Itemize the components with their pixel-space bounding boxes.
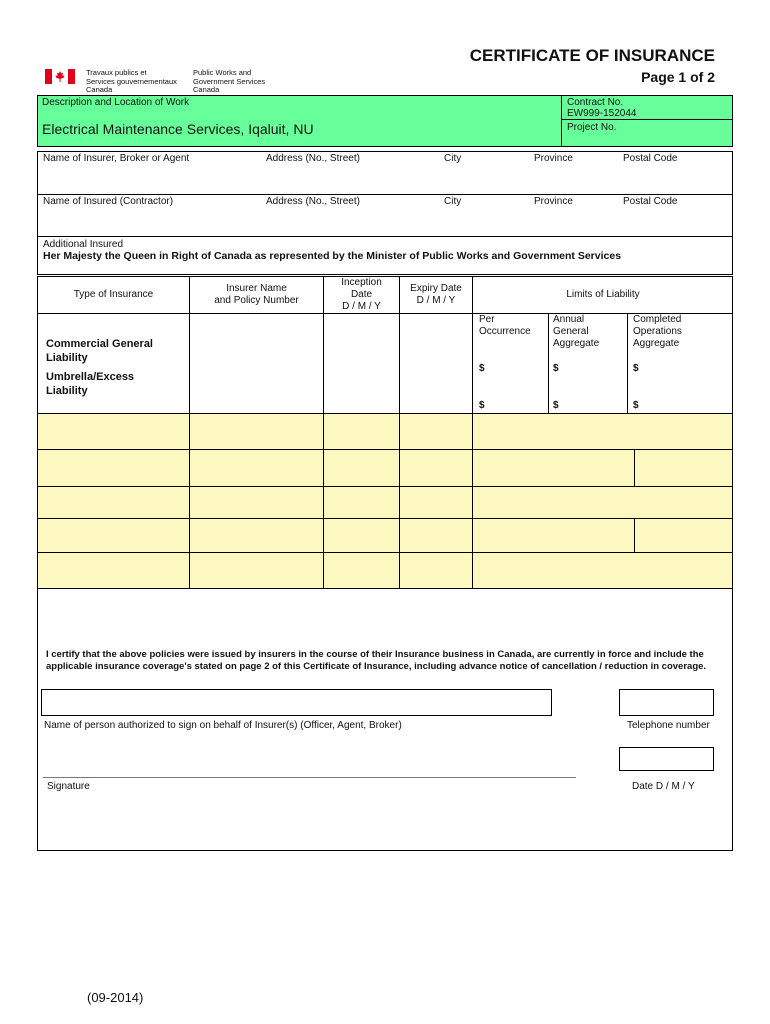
umbrella-liability-label: Umbrella/Excess Liability (46, 371, 135, 397)
additional-insured-value: Her Majesty the Queen in Right of Canada as represented by the Minister of Public Works and Government Services (43, 250, 622, 262)
umbrella-completed-currency: $ (633, 400, 639, 411)
type-of-insurance-header: Type of Insurance (73, 289, 154, 300)
insured-address-label: Address (No., Street) (266, 196, 360, 207)
telephone-input[interactable] (619, 689, 714, 716)
cgl-completed-currency: $ (633, 363, 639, 374)
completed-operations-header: Completed Operations Aggregate (633, 314, 682, 349)
insurer-address-label: Address (No., Street) (266, 153, 360, 164)
per-occurrence-header: Per Occurrence (479, 314, 531, 337)
insurer-postal-label: Postal Code (623, 153, 678, 164)
insurer-policy-header: Insurer Name and Policy Number (214, 283, 299, 306)
insured-name-label: Name of Insured (Contractor) (43, 196, 174, 207)
expiry-date-header: Expiry Date D / M / Y (410, 283, 462, 306)
cgl-occurrence-currency: $ (479, 363, 485, 374)
umbrella-aggregate-currency: $ (553, 400, 559, 411)
certification-statement: I certify that the above policies were issued by insurers in the course of their Insurance business in Canada, are currently in force and include the applicable insurance coverage's stated on page 2 of this Certificate of Insurance, including advance notice of cancellation / reduction in coverage. (46, 649, 707, 672)
insurer-city-label: City (444, 153, 462, 164)
page-indicator: Page 1 of 2 (641, 69, 715, 85)
work-description-label: Description and Location of Work (42, 97, 190, 108)
insured-city-label: City (444, 196, 462, 207)
insurer-province-label: Province (534, 153, 573, 164)
insured-province-label: Province (534, 196, 573, 207)
contract-value: EW999-152044 (567, 108, 637, 119)
department-name-fr: Travaux publics et Services gouvernementaux Canada (86, 68, 177, 94)
authorized-name-label: Name of person authorized to sign on behalf of Insurer(s) (Officer, Agent, Broker) (44, 720, 402, 731)
signature-line[interactable] (43, 777, 576, 778)
umbrella-occurrence-currency: $ (479, 400, 485, 411)
insured-postal-label: Postal Code (623, 196, 678, 207)
commercial-general-liability-label: Commercial General Liability (46, 338, 153, 364)
inception-date-header: Inception Date D / M / Y (341, 277, 382, 312)
date-input[interactable] (619, 747, 714, 771)
telephone-label: Telephone number (627, 720, 710, 731)
insurer-name-label: Name of Insurer, Broker or Agent (43, 153, 190, 164)
cgl-aggregate-currency: $ (553, 363, 559, 374)
form-code: (09-2014) (87, 990, 144, 1005)
contract-label: Contract No. (567, 97, 624, 108)
work-description-value: Electrical Maintenance Services, Iqaluit, NU (42, 121, 314, 137)
yellow-entry-area[interactable] (38, 413, 732, 588)
project-label: Project No. (567, 122, 617, 133)
form-title: CERTIFICATE OF INSURANCE (469, 46, 715, 65)
signature-label: Signature (47, 781, 90, 792)
additional-insured-label: Additional Insured (43, 239, 124, 250)
department-name-en: Public Works and Government Services Canada (193, 68, 266, 94)
canada-flag-icon (45, 69, 75, 84)
authorized-name-input[interactable] (41, 689, 552, 716)
limits-of-liability-header: Limits of Liability (566, 289, 640, 300)
annual-aggregate-header: Annual General Aggregate (553, 314, 600, 349)
date-label: Date D / M / Y (632, 781, 695, 792)
